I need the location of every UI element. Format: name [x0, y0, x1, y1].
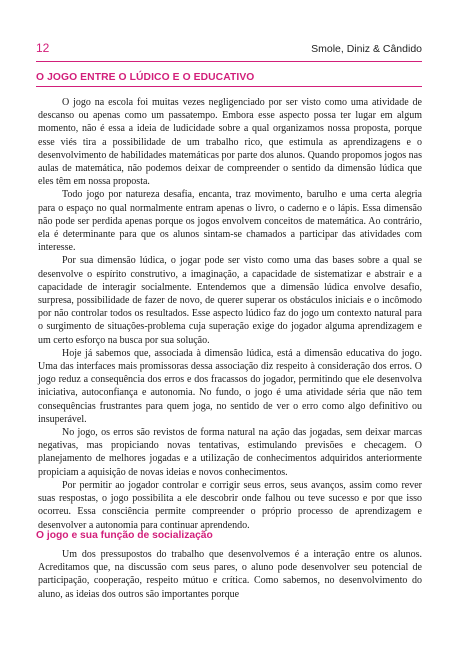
header-divider: [36, 61, 422, 62]
running-head-authors: Smole, Diniz & Cândido: [311, 43, 422, 55]
paragraph: Todo jogo por natureza desafia, encanta, traz movimento, barulho e uma certa alegria para o espaço no qual normalmente entram apenas o livro, o caderno e o lápis. Essa dimensão não pode ser perdida apenas porque os jogos envolvem conceitos de matemática. Ao contrário, ela é determinante para que os alunos sintam-se chamados a participar das atividades com interesse.: [38, 189, 422, 254]
paragraph: O jogo na escola foi muitas vezes negligenciado por ser visto como uma atividade de descanso ou apenas como um passatempo. Embora esse aspecto possa ter lugar em algum momento, não é essa a ideia de ludicidade sobre a qual organizamos nossa proposta, porque esse viés tira a possibilidade de um trabalho rico, que estimula as aprendizagens e o desenvolvimento de habilidades matemáticas por parte dos alunos. Quando propomos jogos nas aulas de matemática, não podemos deixar de compreender o sentido da dimensão lúdica que eles têm em nossa proposta.: [38, 97, 422, 188]
section-title: O JOGO ENTRE O LÚDICO E O EDUCATIVO: [36, 72, 255, 83]
section-title-underline: [36, 86, 422, 87]
page-header: [36, 41, 422, 55]
subsection-title: O jogo e sua função de socialização: [36, 530, 213, 541]
paragraph: Por sua dimensão lúdica, o jogar pode ser visto como uma das bases sobre a qual se desenvolve o espírito construtivo, a imaginação, a capacidade de sistematizar e abstrair e a capacidade de interagir socialmente. Entendemos que a dimensão lúdica envolve desafio, surpresa, possibilidade de fazer de novo, de querer superar os obstáculos iniciais e o incômodo por não controlar todos os resultados. Esse aspecto lúdico faz do jogo um contexto natural para o surgimento de situações-problema cuja superação exige do jogador alguma aprendizagem e um certo esforço na busca por sua solução.: [38, 255, 422, 346]
section-body: [38, 96, 422, 532]
paragraph: Hoje já sabemos que, associada à dimensão lúdica, está a dimensão educativa do jogo. Uma das interfaces mais promissoras dessa associação diz respeito à consideração dos erros. O jogo reduz a consequência dos erros e dos fracassos do jogador, permitindo que ele desenvolva iniciativa, autoconfiança e autonomia. No fundo, o jogo é uma atividade séria que não tem consequências frustrantes para quem joga, no sentido de ver o erro como algo definitivo ou insuperável.: [38, 347, 422, 425]
paragraph: No jogo, os erros são revistos de forma natural na ação das jogadas, sem deixar marcas negativas, mas propiciando novas tentativas, estimulando previsões e checagem. O planejamento de melhores jogadas e a utilização de conhecimentos adquiridos anteriormente propiciam a aquisição de novas ideias e novos conhecimentos.: [38, 427, 422, 478]
page-number: 12: [36, 41, 50, 55]
paragraph: Um dos pressupostos do trabalho que desenvolvemos é a interação entre os alunos. Acreditamos que, na discussão com seus pares, o aluno pode desenvolver seu potencial de participação, cooperação, respeito mútuo e crítica. Como sabemos, no desenvolvimento do aluno, as ideias dos outros são importantes porque: [38, 549, 422, 600]
paragraph: Por permitir ao jogador controlar e corrigir seus erros, seus avanços, assim como rever suas respostas, o jogo possibilita a ele descobrir onde falhou ou teve sucesso e por que isso ocorreu. Essa consciência permite compreender o próprio processo de aprendizagem e desenvolver a autonomia para continuar aprendendo.: [38, 479, 422, 531]
subsection-body: [38, 548, 422, 601]
